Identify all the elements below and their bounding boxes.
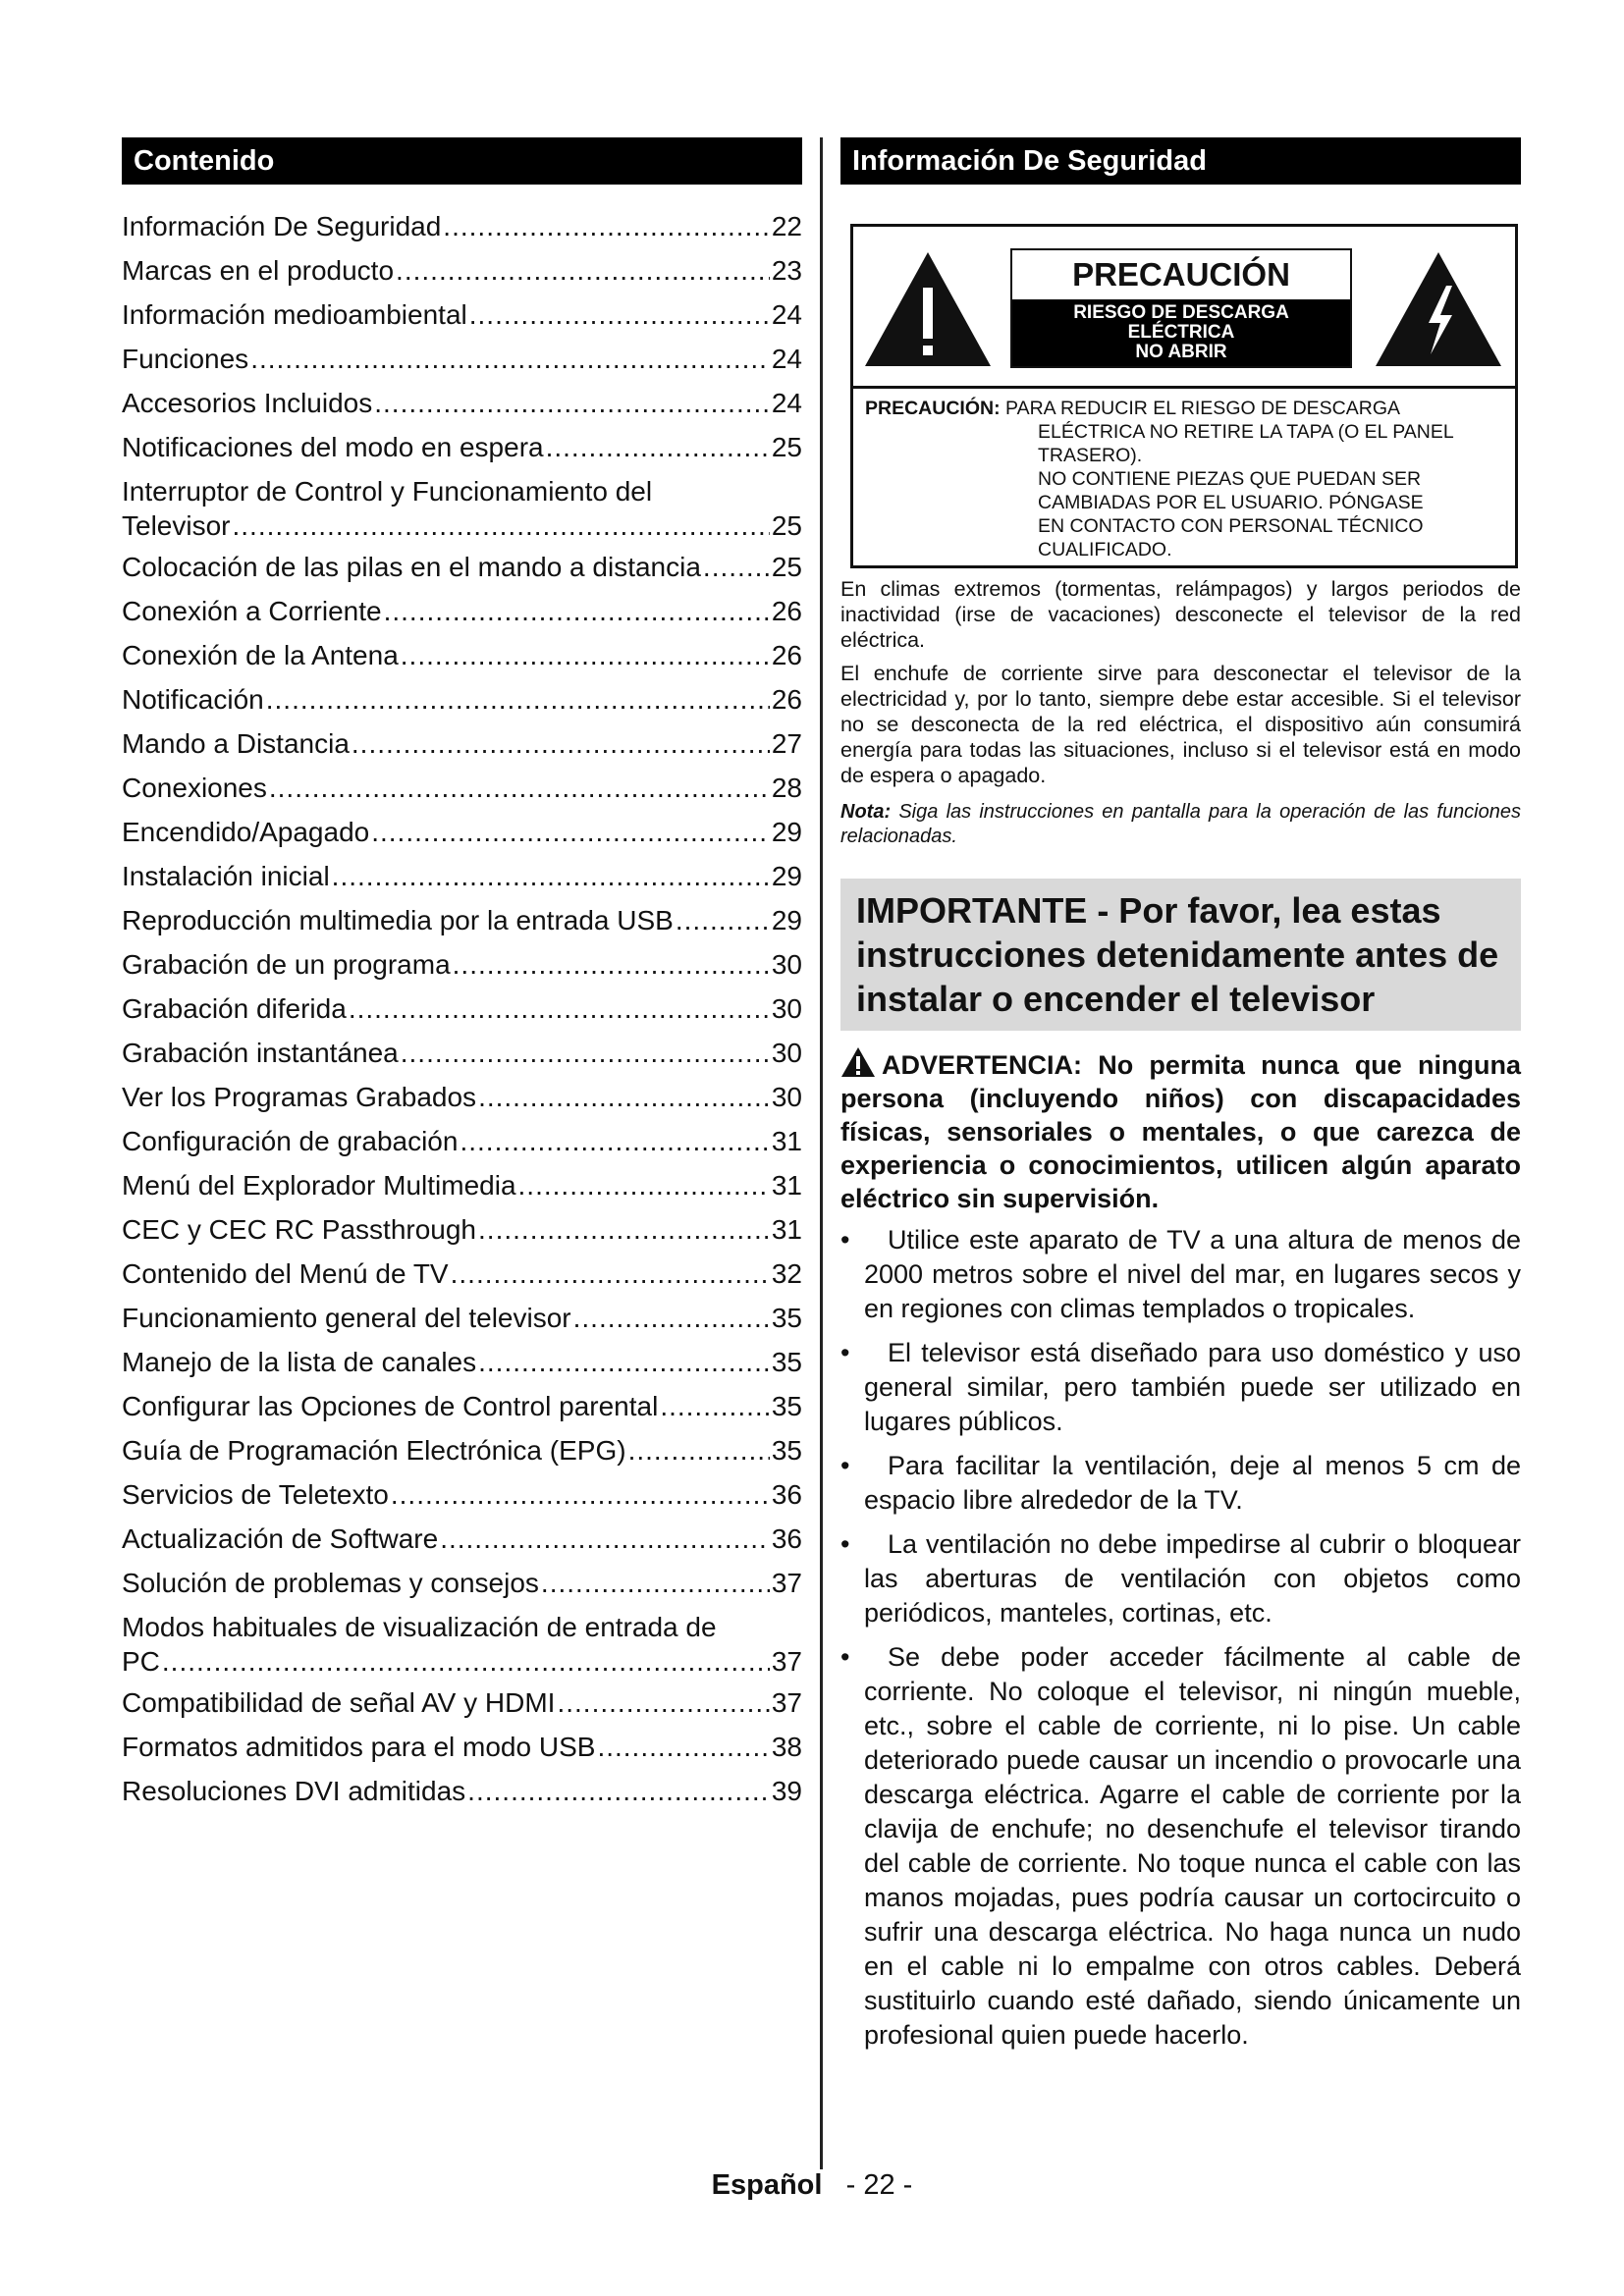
toc-entry-page: 27 [771, 728, 802, 759]
toc-entry[interactable] [122, 248, 802, 293]
toc-entry-title: Notificación [122, 684, 264, 715]
caution-box [850, 224, 1518, 568]
toc-entry[interactable] [122, 1681, 802, 1725]
toc-entry-title: Ver los Programas Grabados [122, 1082, 477, 1112]
toc-column [122, 137, 802, 1813]
important-heading: IMPORTANTE - Por favor, lea estas instrucciones detenidamente antes de instalar o encender el televisor [840, 879, 1521, 1031]
caution-lead: PRECAUCIÓN: [865, 398, 1001, 419]
caution-text [853, 389, 1515, 565]
note-text: Siga las instrucciones en pantalla para la operación de las funciones relacionadas. [840, 801, 1521, 847]
toc-entry-page: 24 [771, 388, 802, 418]
toc-entry-title: Configurar las Opciones de Control parental [122, 1391, 659, 1421]
toc-leader-dots [546, 425, 770, 469]
bullet-icon: • [840, 1642, 850, 1672]
toc-entry-page: 38 [771, 1732, 802, 1762]
toc-leader-dots [518, 1163, 770, 1207]
caution-line: CUALIFICADO. [1038, 539, 1172, 561]
caution-line: NO CONTIENE PIEZAS QUE PUEDAN SER [1038, 468, 1422, 490]
toc-entry-page: 29 [771, 817, 802, 847]
toc-leader-dots [628, 1428, 770, 1472]
list-item-text: El televisor está diseñado para uso doméstico y uso general similar, pero también puede ser utilizado en lugares públicos. [864, 1338, 1521, 1436]
list-item-text: Se debe poder acceder fácilmente al cable de corriente. No coloque el televisor, ni ningún mueble, etc., sobre el cable de corriente, ni lo pise. Un cable deteriorado puede causar un incendio o provocarle una descarga eléctrica. Agarre el cable de corriente por la clavija de enchufe; no desenchufe el televisor tirando del cable de corriente. No toque nunca el cable con las manos mojadas, pues podría causar un cortocircuito o sufrir una descarga eléctrica. No haga nunca un nudo en el cable ni lo empalme con otros cables. Deberá sustituirlo cuando esté dañado, siendo únicamente un profesional quien puede hacerlo. [864, 1642, 1521, 2050]
toc-entry-title: Conexión de la Antena [122, 640, 399, 670]
toc-entry-title: Resoluciones DVI admitidas [122, 1776, 466, 1806]
toc-entry[interactable] [122, 204, 802, 248]
toc-entry[interactable] [122, 1075, 802, 1119]
toc-entry-page: 26 [771, 684, 802, 715]
toc-entry[interactable] [122, 1517, 802, 1561]
toc-header: Contenido [122, 137, 802, 185]
toc-entry-page: 30 [771, 993, 802, 1024]
toc-leader-dots [232, 508, 769, 543]
toc-entry-page: 31 [771, 1214, 802, 1245]
toc-entry-title: Manejo de la lista de canales [122, 1347, 477, 1377]
warning-text: ADVERTENCIA: No permita nunca que ninguna persona (incluyendo niños) con discapacidades físicas, sensoriales o mentales, o que carezca de experiencia o conocimientos, utilicen algún aparato eléctrico sin supervisión. [840, 1050, 1521, 1213]
toc-leader-dots [266, 677, 770, 721]
toc-entry[interactable] [122, 589, 802, 633]
toc-entry-title: Conexiones [122, 773, 267, 803]
toc-entry[interactable] [122, 1163, 802, 1207]
toc-entry[interactable] [122, 337, 802, 381]
toc-leader-dots [597, 1725, 769, 1769]
toc-entry-page: 25 [771, 510, 802, 541]
toc-entry-page: 37 [771, 1646, 802, 1677]
toc-entry[interactable] [122, 766, 802, 810]
toc-leader-dots [676, 898, 770, 942]
bullet-icon: • [840, 1225, 850, 1255]
toc-entry-title: Solución de problemas y consejos [122, 1568, 539, 1598]
toc-leader-dots [401, 1031, 770, 1075]
toc-leader-dots [250, 337, 770, 381]
toc-entry-title: Configuración de grabación [122, 1126, 459, 1156]
warning-paragraph [840, 1046, 1521, 1215]
toc-leader-dots [478, 1075, 770, 1119]
caution-line-1: PARA REDUCIR EL RIESGO DE DESCARGA [1000, 398, 1401, 419]
caution-line: TRASERO). [1038, 445, 1143, 466]
toc-entry-page: 31 [771, 1170, 802, 1201]
toc-entry-title: Grabación instantánea [122, 1038, 399, 1068]
toc-entry-title: CEC y CEC RC Passthrough [122, 1214, 477, 1245]
toc-entry-title: Información De Seguridad [122, 211, 442, 241]
toc-entry-page: 35 [771, 1303, 802, 1333]
toc-entry-page: 23 [771, 255, 802, 286]
toc-entry[interactable] [122, 987, 802, 1031]
bullet-icon: • [840, 1338, 850, 1367]
toc-entry-title: Instalación inicial [122, 861, 330, 891]
toc-entry-title: Contenido del Menú de TV [122, 1258, 449, 1289]
caution-line: CAMBIADAS POR EL USUARIO. PÓNGASE [1038, 492, 1424, 513]
toc-entry-page: 26 [771, 640, 802, 670]
toc-entry-page: 36 [771, 1523, 802, 1554]
toc-entry-title: Información medioambiental [122, 299, 467, 330]
toc-leader-dots [401, 633, 770, 677]
caution-label-box [1010, 248, 1352, 368]
toc-entry-page: 31 [771, 1126, 802, 1156]
toc-leader-dots [451, 1252, 770, 1296]
toc-entry-title: Guía de Programación Electrónica (EPG) [122, 1435, 626, 1466]
caution-title: PRECAUCIÓN [1072, 256, 1290, 293]
caution-plate-line-2: ELÉCTRICA [1127, 322, 1235, 343]
list-item [840, 1223, 1521, 1326]
toc-entry[interactable] [122, 1725, 802, 1769]
power-plug-paragraph: El enchufe de corriente sirve para desconectar el televisor de la electricidad y, por lo tanto, siempre debe estar accesible. Si el televisor no se desconecta de la red eléctrica, el dispositivo aún consumirá energía para todas las situaciones, incluso si el televisor está en modo de espera o apagado. [840, 662, 1521, 787]
exclamation-warning-icon [863, 248, 993, 368]
toc-entry-title: Grabación de un programa [122, 949, 451, 980]
toc-entry-page: 22 [771, 211, 802, 241]
toc-leader-dots [541, 1561, 770, 1605]
toc-entry[interactable] [122, 1207, 802, 1252]
toc-leader-dots [660, 1384, 770, 1428]
toc-entry-title: Actualización de Software [122, 1523, 439, 1554]
toc-leader-dots [453, 942, 770, 987]
note-label: Nota: [840, 801, 892, 823]
toc-leader-dots [478, 1340, 770, 1384]
list-item-text: Para facilitar la ventilación, deje al menos 5 cm de espacio libre alrededor de la TV. [864, 1451, 1521, 1515]
toc-leader-dots [440, 1517, 770, 1561]
toc-leader-dots [469, 293, 770, 337]
toc-entry-page: 37 [771, 1568, 802, 1598]
toc-entry[interactable] [122, 1296, 802, 1340]
toc-entry-page: 30 [771, 1038, 802, 1068]
caution-line: EN CONTACTO CON PERSONAL TÉCNICO [1038, 515, 1424, 537]
toc-leader-dots [703, 545, 770, 589]
toc-entry-title: Interruptor de Control y Funcionamiento del [122, 476, 653, 507]
toc-entry-page: 37 [771, 1687, 802, 1718]
toc-entry-title: Compatibilidad de señal AV y HDMI [122, 1687, 556, 1718]
toc-leader-dots [443, 204, 770, 248]
toc-entry-title-cont: PC [122, 1646, 160, 1677]
toc-entry-page: 35 [771, 1347, 802, 1377]
warning-triangle-icon [840, 1046, 876, 1078]
toc-entry[interactable] [122, 1472, 802, 1517]
toc-entry[interactable] [122, 425, 802, 469]
toc-entry[interactable] [122, 1769, 802, 1813]
safety-bullet-list [840, 1223, 1521, 2053]
toc-leader-dots [269, 766, 770, 810]
toc-leader-dots [352, 721, 770, 766]
list-item [840, 1336, 1521, 1439]
footer-language: Español [711, 2169, 823, 2201]
toc-entry[interactable] [122, 293, 802, 337]
toc-leader-dots [396, 248, 770, 293]
toc-leader-dots [371, 810, 770, 854]
toc-entry-page: 35 [771, 1435, 802, 1466]
toc-entry[interactable] [122, 1428, 802, 1472]
toc-entry-title: Menú del Explorador Multimedia [122, 1170, 516, 1201]
toc-leader-dots [467, 1769, 770, 1813]
toc-entry[interactable] [122, 1031, 802, 1075]
toc-entry-page: 29 [771, 905, 802, 935]
toc-entry-title: Servicios de Teletexto [122, 1479, 389, 1510]
toc-leader-dots [332, 854, 770, 898]
toc-entry[interactable] [122, 545, 802, 589]
column-divider [820, 137, 823, 2169]
toc-entry[interactable] [122, 1384, 802, 1428]
toc-entry[interactable] [122, 1561, 802, 1605]
toc-entry[interactable] [122, 1610, 802, 1679]
bullet-icon: • [840, 1451, 850, 1480]
list-item-text: Utilice este aparato de TV a una altura de menos de 2000 metros sobre el nivel del mar, en lugares secos y en regiones con climas templados o tropicales. [864, 1225, 1521, 1323]
caution-warning-plate [1012, 299, 1350, 366]
toc-entry-title: Modos habituales de visualización de entrada de [122, 1612, 717, 1642]
toc-entry-title: Mando a Distancia [122, 728, 350, 759]
toc-entry[interactable] [122, 1340, 802, 1384]
list-item-text: La ventilación no debe impedirse al cubrir o bloquear las aberturas de ventilación con objetos como periódicos, manteles, cortinas, etc. [864, 1529, 1521, 1628]
toc-entry[interactable] [122, 381, 802, 425]
toc-entry-page: 30 [771, 1082, 802, 1112]
toc-leader-dots [460, 1119, 769, 1163]
list-item [840, 1449, 1521, 1518]
toc-entry-page: 36 [771, 1479, 802, 1510]
toc-entry-page: 26 [771, 596, 802, 626]
toc-entry[interactable] [122, 721, 802, 766]
toc-entry[interactable] [122, 1119, 802, 1163]
toc-leader-dots [349, 987, 770, 1031]
toc-entry[interactable] [122, 677, 802, 721]
toc-leader-dots [162, 1644, 770, 1679]
toc-entry[interactable] [122, 942, 802, 987]
safety-header: Información De Seguridad [840, 137, 1521, 185]
toc-entry[interactable] [122, 898, 802, 942]
toc-leader-dots [374, 381, 770, 425]
toc-leader-dots [557, 1681, 769, 1725]
toc-entry-page: 30 [771, 949, 802, 980]
toc-entry-title: Notificaciones del modo en espera [122, 432, 544, 462]
toc-entry-page: 25 [771, 552, 802, 582]
toc-entry[interactable] [122, 474, 802, 543]
safety-column [840, 137, 1521, 2062]
toc-entry-title: Funciones [122, 344, 249, 374]
toc-entry-title: Formatos admitidos para el modo USB [122, 1732, 596, 1762]
toc-entry-title: Funcionamiento general del televisor [122, 1303, 571, 1333]
toc-entry-title-cont: Televisor [122, 510, 231, 541]
note [840, 800, 1521, 849]
page-footer [0, 2169, 1624, 2202]
toc-entry[interactable] [122, 810, 802, 854]
toc-entry-title: Accesorios Incluidos [122, 388, 373, 418]
toc-entry-title: Reproducción multimedia por la entrada USB [122, 905, 674, 935]
electric-shock-icon [1374, 248, 1503, 368]
list-item [840, 1527, 1521, 1630]
toc-entry-page: 25 [771, 432, 802, 462]
toc-entry-title: Colocación de las pilas en el mando a distancia [122, 552, 701, 582]
toc-entry-page: 24 [771, 299, 802, 330]
toc-leader-dots [573, 1296, 770, 1340]
list-item [840, 1640, 1521, 2053]
toc-entry[interactable] [122, 633, 802, 677]
toc-leader-dots [384, 589, 770, 633]
page-number: - 22 - [845, 2169, 913, 2201]
toc-entry[interactable] [122, 854, 802, 898]
toc-list [122, 204, 802, 1813]
bullet-icon: • [840, 1529, 850, 1559]
toc-leader-dots [391, 1472, 770, 1517]
caution-plate-line-3: NO ABRIR [1135, 342, 1227, 362]
toc-entry-page: 32 [771, 1258, 802, 1289]
toc-entry-page: 39 [771, 1776, 802, 1806]
caution-plate-line-1: RIESGO DE DESCARGA [1073, 302, 1289, 323]
caution-graphic [853, 227, 1515, 389]
toc-entry-page: 24 [771, 344, 802, 374]
toc-entry-title: Marcas en el producto [122, 255, 395, 286]
extreme-weather-paragraph: En climas extremos (tormentas, relámpagos) y largos periodos de inactividad (irse de vacaciones) desconecte el televisor de la red eléctrica. [840, 577, 1521, 652]
caution-line: ELÉCTRICA NO RETIRE LA TAPA (O EL PANEL [1038, 421, 1454, 443]
toc-entry-page: 29 [771, 861, 802, 891]
toc-entry-page: 35 [771, 1391, 802, 1421]
toc-entry-title: Grabación diferida [122, 993, 347, 1024]
toc-entry-page: 28 [771, 773, 802, 803]
toc-entry-title: Conexión a Corriente [122, 596, 382, 626]
toc-entry[interactable] [122, 1252, 802, 1296]
toc-leader-dots [478, 1207, 770, 1252]
toc-entry-title: Encendido/Apagado [122, 817, 370, 847]
